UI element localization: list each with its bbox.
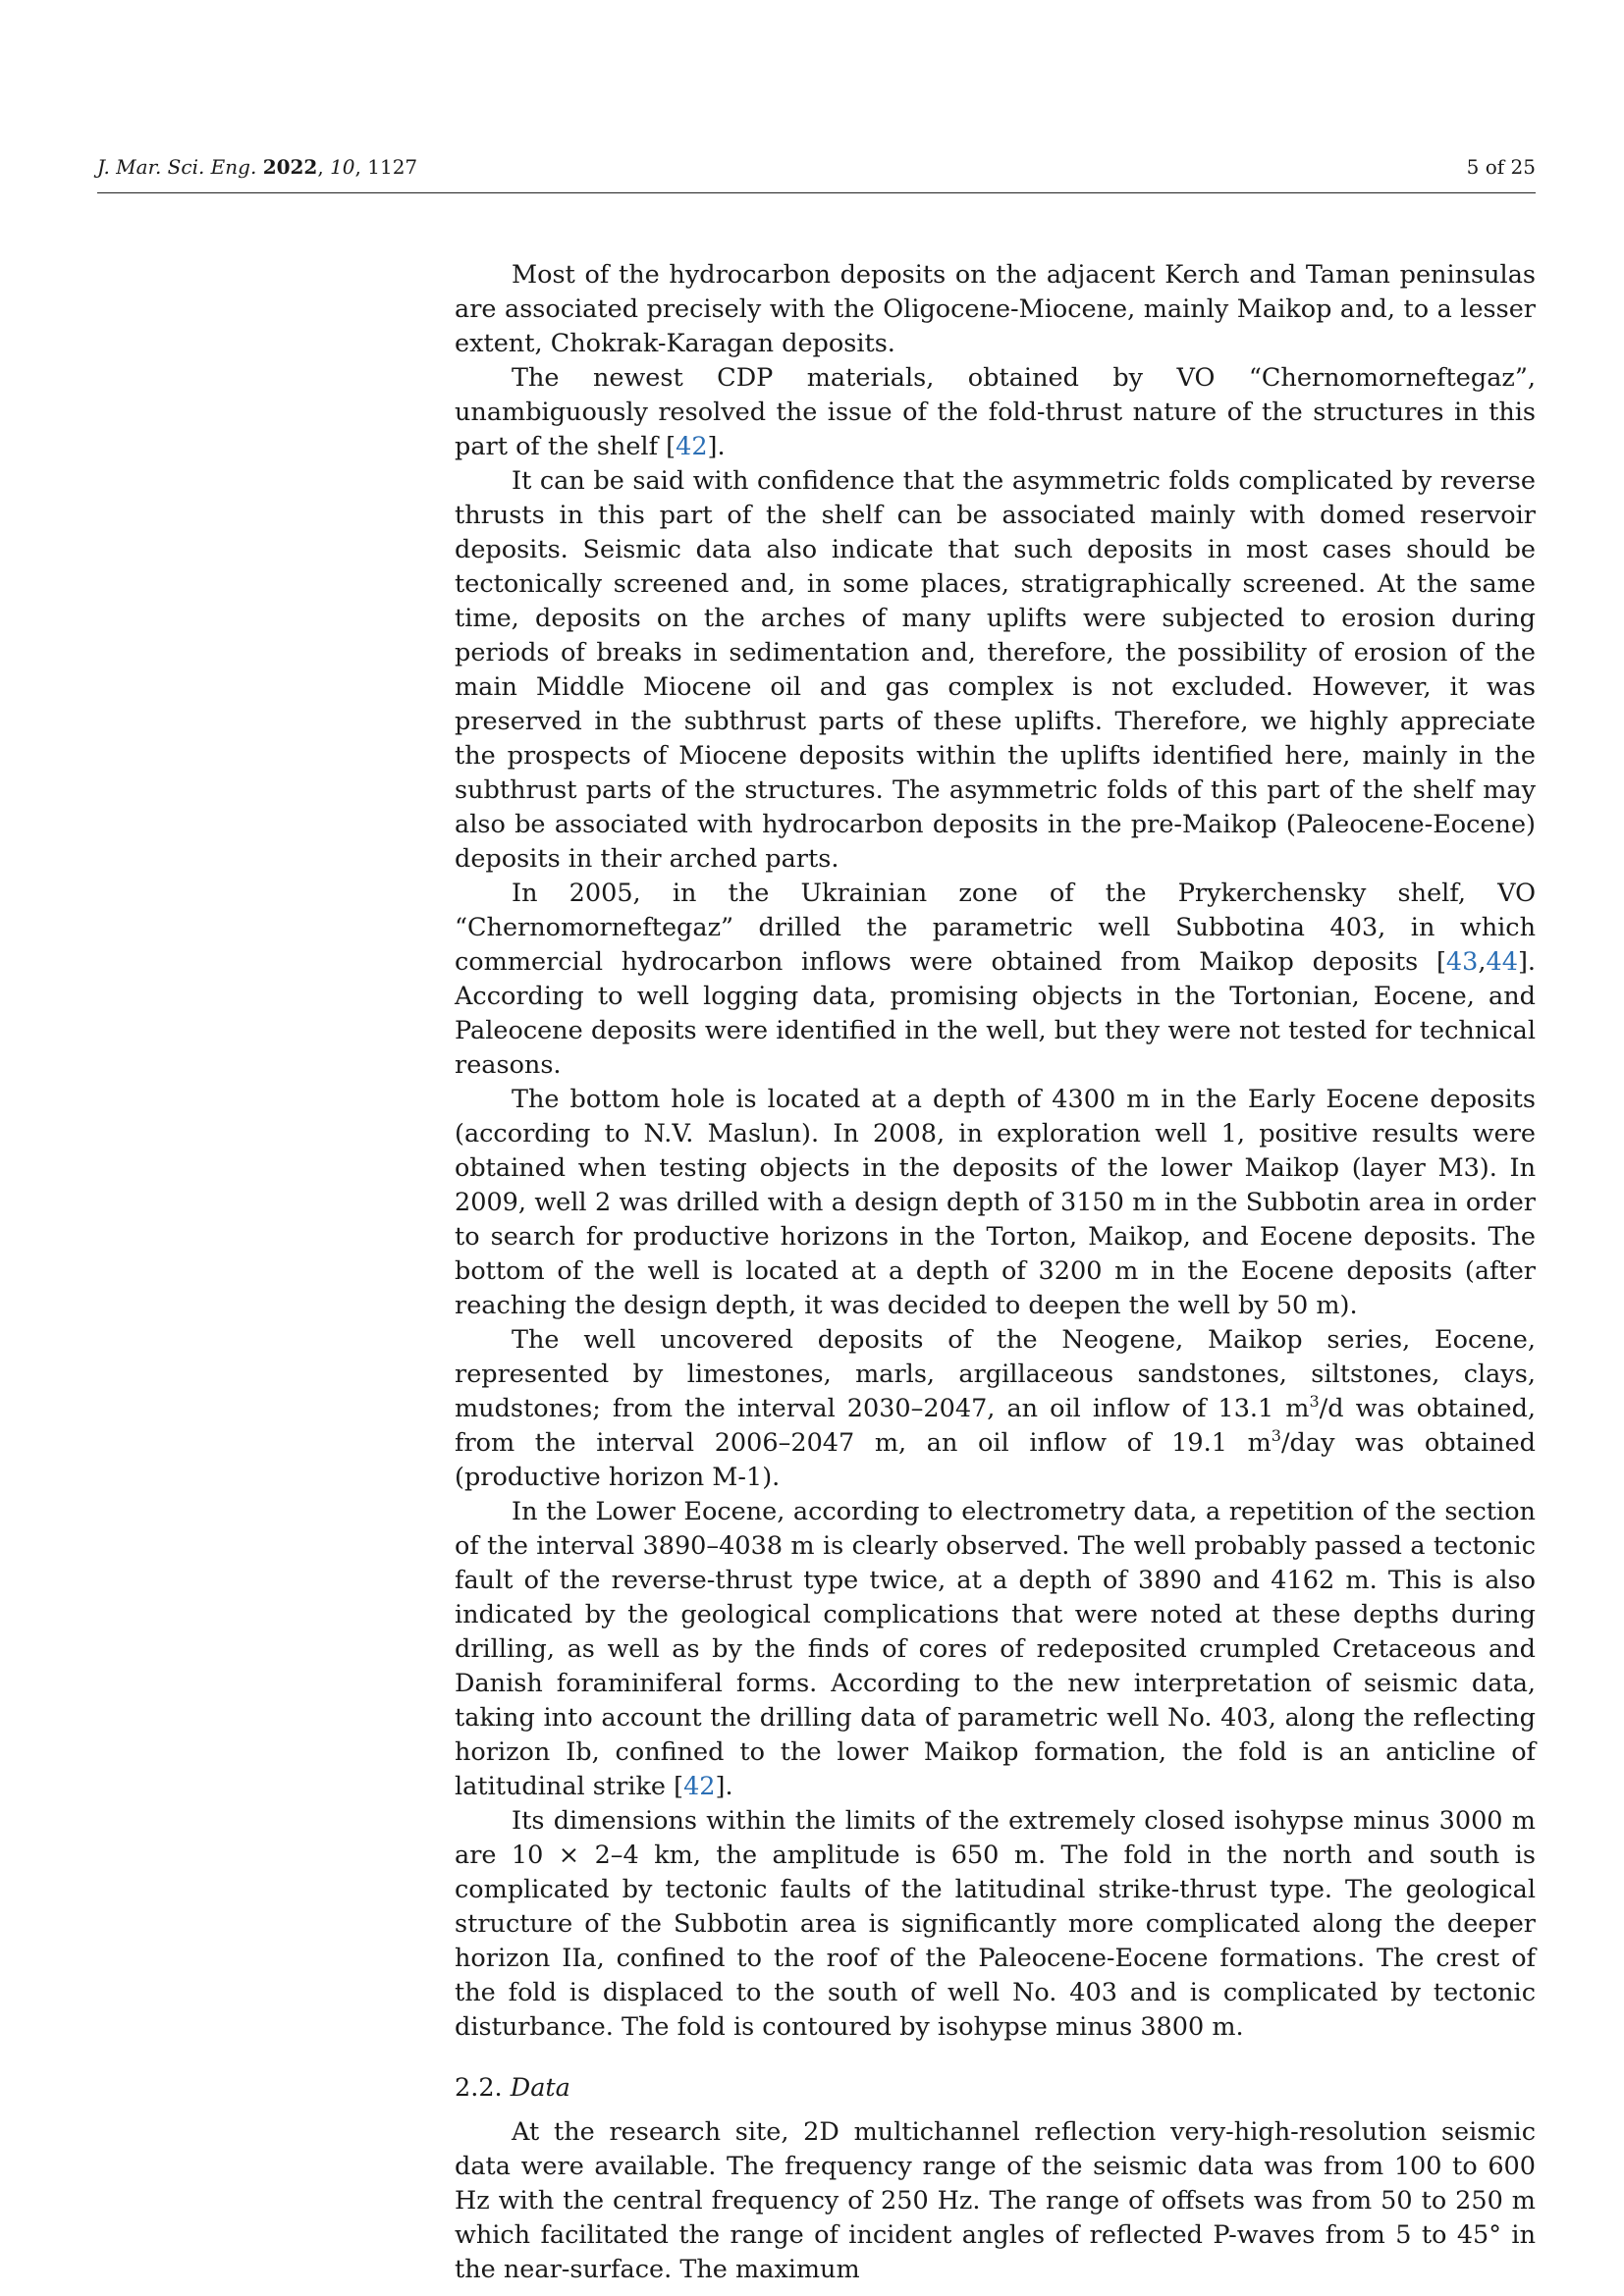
section-number: 2.2. bbox=[455, 2073, 511, 2103]
article-number: , 1127 bbox=[354, 155, 418, 179]
paragraph-5: The bottom hole is located at a depth of 4300 m in the Early Eocene deposits (according to N.V. Maslun). In 2008, in exploration well 1, positive results were obtained when testing objects in the deposits of the lower Maikop (layer M3). In 2009, well 2 was drilled with a design depth of 3150 m in the Subbotin area in order to search for productive horizons in the Torton, Maikop, and Eocene deposits. The bottom of the well is located at a depth of 3200 m in the Eocene deposits (after reaching the design depth, it was decided to deepen the well by 50 m). bbox=[455, 1085, 1536, 1320]
paragraph-6-text-b: /d was obtained, from the interval 2006–2047 m, an oil inflow of 19.1 m bbox=[455, 1394, 1536, 1458]
citation-link[interactable]: 42 bbox=[676, 432, 708, 461]
journal-citation bbox=[97, 155, 417, 179]
section-title: Data bbox=[510, 2073, 570, 2103]
volume-separator: , bbox=[317, 155, 331, 179]
paragraph-1: Most of the hydrocarbon deposits on the adjacent Kerch and Taman peninsulas are associated precisely with the Oligocene-Miocene, mainly Maikop and, to a lesser extent, Chokrak-Karagan deposits. bbox=[455, 260, 1536, 358]
paragraph-6-text-a: The well uncovered deposits of the Neogene, Maikop series, Eocene, represented by limestones, marls, argillaceous sandstones, siltstones, clays, mudstones; from the interval 2030–2047, an oil inflow of 13.1 m bbox=[455, 1325, 1536, 1423]
paragraph-9: At the research site, 2D multichannel reflection very-high-resolution seismic data were available. The frequency range of the seismic data was from 100 to 600 Hz with the central frequency of 250 Hz. The range of offsets was from 50 to 250 m which facilitated the range of incident angles of reflected P-waves from 5 to 45° in the near-surface. The maximum bbox=[455, 2117, 1536, 2284]
superscript: 3 bbox=[1271, 1426, 1281, 1445]
paragraph-7 bbox=[455, 1495, 1536, 1804]
paragraph-3: It can be said with confidence that the asymmetric folds complicated by reverse thrusts in this part of the shelf can be associated mainly with domed reservoir deposits. Seismic data also indicate that such deposits in most cases should be tectonically screened and, in some places, stratigraphically screened. At the same time, deposits on the arches of many uplifts were subjected to erosion during periods of breaks in sedimentation and, therefore, the possibility of erosion of the main Middle Miocene oil and gas complex is not excluded. However, it was preserved in the subthrust parts of these uplifts. Therefore, we highly appreciate the prospects of Miocene deposits within the uplifts identified here, mainly in the subthrust parts of the structures. The asymmetric folds of this part of the shelf may also be associated with hydrocarbon deposits in the pre-Maikop (Paleocene-Eocene) deposits in their arched parts. bbox=[455, 466, 1536, 874]
citation-link[interactable]: 42 bbox=[683, 1772, 716, 1801]
paragraph-4 bbox=[455, 877, 1536, 1083]
article-body bbox=[455, 258, 1536, 2287]
journal-abbr: J. Mar. Sci. Eng. bbox=[97, 155, 257, 179]
paragraph-4-text-b: ]. According to well logging data, promising objects in the Tortonian, Eocene, and Paleocene deposits were identified in the well, but they were not tested for technical reasons. bbox=[455, 947, 1536, 1080]
journal-year: 2022 bbox=[262, 155, 318, 179]
paragraph-2 bbox=[455, 361, 1536, 464]
paragraph-4-text-a: In 2005, in the Ukrainian zone of the Prykerchensky shelf, VO “Chernomorneftegaz” drilled the parametric well Subbotina 403, in which commercial hydrocarbon inflows were obtained from Maikop deposits [ bbox=[455, 879, 1536, 977]
paragraph-7-text-b: ]. bbox=[715, 1772, 733, 1801]
paragraph-2-text-a: The newest CDP materials, obtained by VO “Chernomorneftegaz”, unambiguously resolved the issue of the fold-thrust nature of the structures in this part of the shelf [ bbox=[455, 363, 1536, 461]
citation-link[interactable]: 44 bbox=[1486, 947, 1518, 977]
paragraph-6-text-c: /day was obtained (productive horizon M-1). bbox=[455, 1428, 1536, 1492]
superscript: 3 bbox=[1309, 1392, 1320, 1411]
section-heading bbox=[455, 2071, 1536, 2106]
running-header bbox=[97, 153, 1536, 193]
journal-volume: 10 bbox=[330, 155, 355, 179]
page-number: 5 of 25 bbox=[1466, 155, 1536, 179]
citation-separator: , bbox=[1478, 947, 1487, 977]
paragraph-2-text-b: ]. bbox=[707, 432, 726, 461]
paragraph-6 bbox=[455, 1323, 1536, 1495]
citation-link[interactable]: 43 bbox=[1445, 947, 1479, 977]
paragraph-8: Its dimensions within the limits of the extremely closed isohypse minus 3000 m are 10 × 2–4 km, the amplitude is 650 m. The fold in the north and south is complicated by tectonic faults of the latitudinal strike-thrust type. The geological structure of the Subbotin area is significantly more complicated along the deeper horizon IIa, confined to the roof of the Paleocene-Eocene formations. The crest of the fold is displaced to the south of well No. 403 and is complicated by tectonic disturbance. The fold is contoured by isohypse minus 3800 m. bbox=[455, 1806, 1536, 2042]
paragraph-7-text-a: In the Lower Eocene, according to electrometry data, a repetition of the section of the interval 3890–4038 m is clearly observed. The well probably passed a tectonic fault of the reverse-thrust type twice, at a depth of 3890 and 4162 m. This is also indicated by the geological complications that were noted at these depths during drilling, as well as by the finds of cores of redeposited crumpled Cretaceous and Danish foraminiferal forms. According to the new interpretation of seismic data, taking into account the drilling data of parametric well No. 403, along the reflecting horizon Ib, confined to the lower Maikop formation, the fold is an anticline of latitudinal strike [ bbox=[455, 1497, 1536, 1801]
